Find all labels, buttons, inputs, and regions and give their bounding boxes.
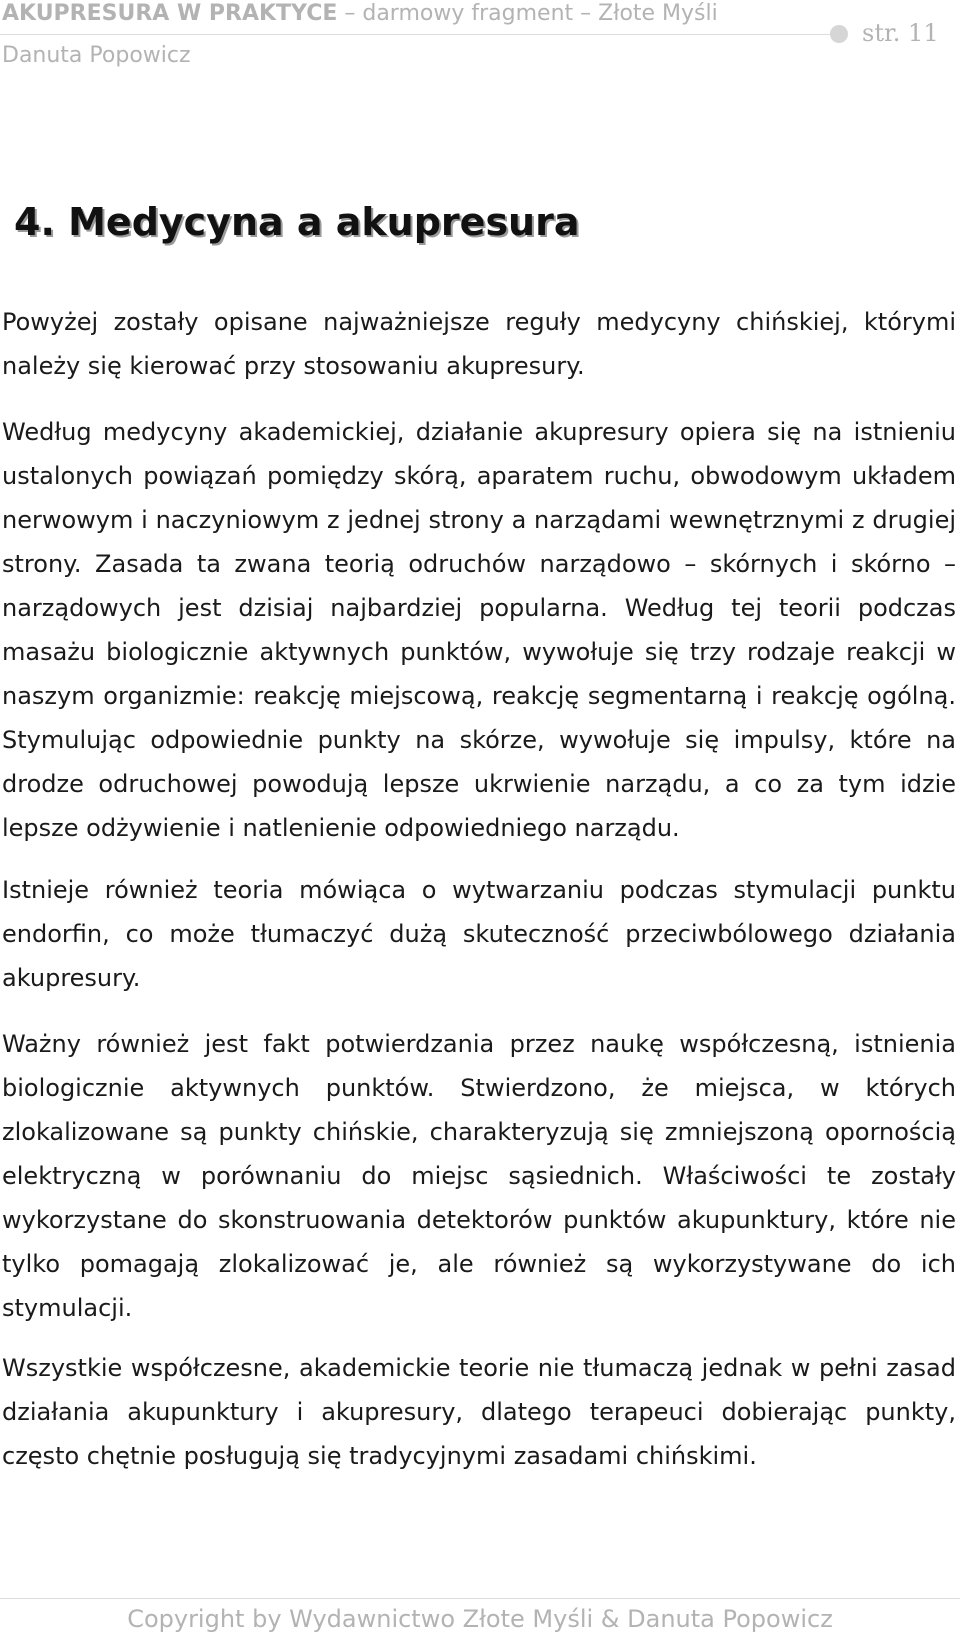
- header-title: [2, 0, 718, 28]
- page-number: str. 11: [862, 19, 939, 47]
- page-header: [0, 0, 960, 80]
- header-subtitle: – darmowy fragment – Złote Myśli: [337, 1, 718, 26]
- paragraph: Wszystkie współczesne, akademickie teorie nie tłumaczą jednak w pełni zasad działania akupunktury i akupresury, dlatego terapeuci dobierając punkty, często chętnie posługują się tradycyjnymi zasadami chińskimi.: [2, 1354, 956, 1470]
- paragraph: Istnieje również teoria mówiąca o wytwarzaniu podczas stymulacji punktu endorfin, co może tłumaczyć dużą skuteczność przeciwbólowego działania akupresury.: [2, 876, 956, 992]
- bullet-icon: [830, 25, 848, 43]
- body-text: [2, 300, 956, 1478]
- footer-copyright: Copyright by Wydawnictwo Złote Myśli & Danuta Popowicz: [127, 1605, 833, 1633]
- header-author: Danuta Popowicz: [2, 43, 191, 68]
- chapter-title: 4. Medycyna a akupresura: [14, 200, 580, 244]
- book-title: AKUPRESURA W PRAKTYCE: [2, 1, 338, 26]
- paragraph: Ważny również jest fakt potwierdzania przez naukę współczesną, istnienia biologicznie aktywnych punktów. Stwierdzono, że miejsca, w których zlokalizowane są punkty chińskie, charakteryzują się zmniejszoną opornością elektryczną w porównaniu do miejsc sąsiednich. Właściwości te zostały wykorzystane do skonstruowania detektorów punktów akupunktury, które nie tylko pomagają zlokalizować je, ale również są wykorzystywane do ich stymulacji.: [2, 1030, 956, 1322]
- footer-divider: [0, 1598, 960, 1599]
- paragraph: Według medycyny akademickiej, działanie akupresury opiera się na istnieniu ustalonych powiązań pomiędzy skórą, aparatem ruchu, obwodowym układem nerwowym i naczyniowym z jednej strony a narządami wewnętrznymi z drugiej strony. Zasada ta zwana teorią odruchów narządowo – skórnych i skórno – narządowych jest dzisiaj najbardziej popularna. Według tej teorii podczas masażu biologicznie aktywnych punktów, wywołuje się trzy rodzaje reakcji w naszym organizmie: reakcję miejscową, reakcję segmentarną i reakcję ogólną. Stymulując odpowiednie punkty na skórze, wywołuje się impulsy, które na drodze odruchowej powodują lepsze ukrwienie narządu, a co za tym idzie lepsze odżywienie i natlenienie odpowiedniego narządu.: [2, 418, 956, 842]
- paragraph: Powyżej zostały opisane najważniejsze reguły medycyny chińskiej, którymi należy się kierować przy stosowaniu akupresury.: [2, 308, 956, 380]
- header-divider: [0, 34, 830, 35]
